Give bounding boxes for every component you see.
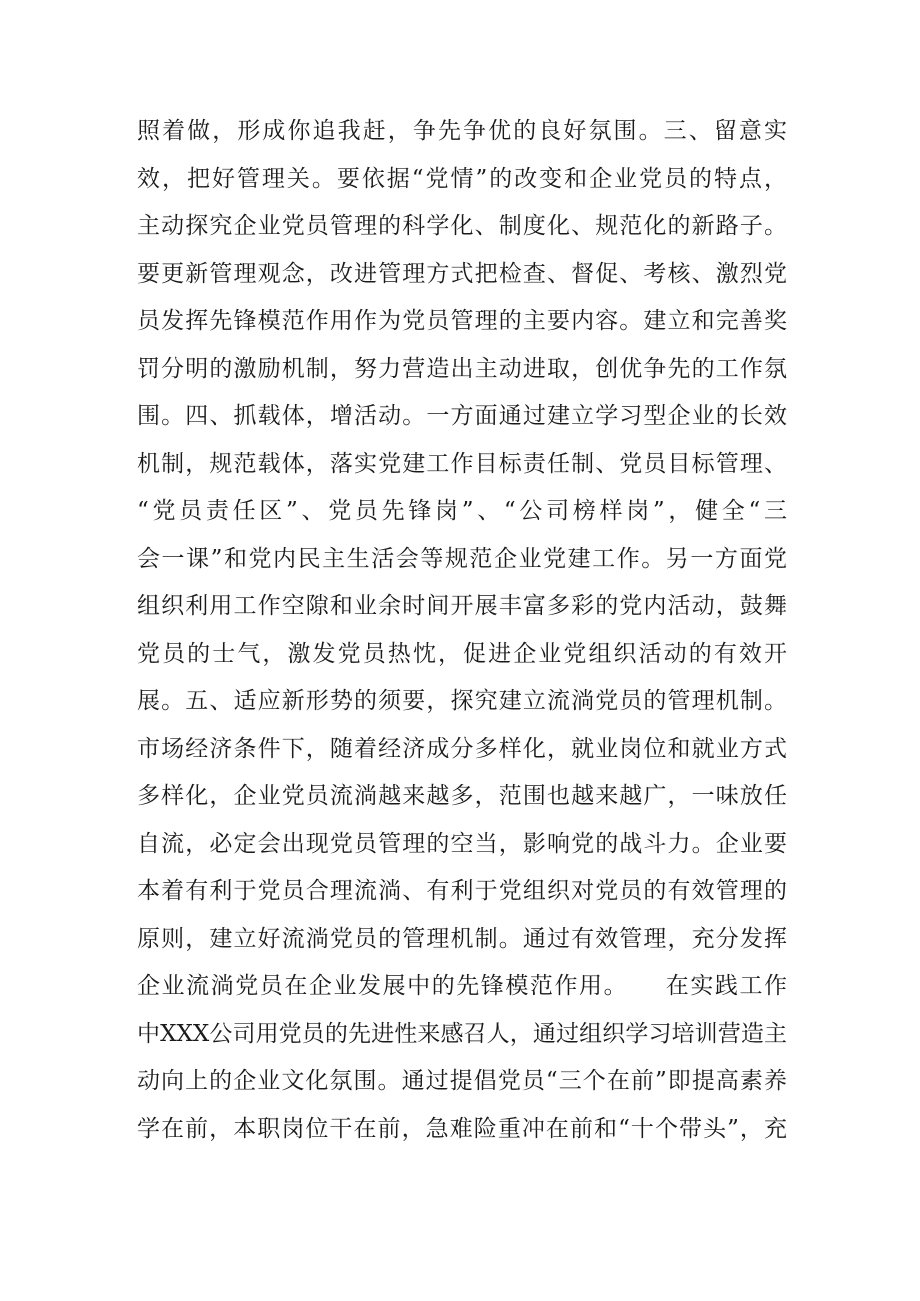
text-line-12: 党员的士气，激发党员热忱，促进企业党组织活动的有效开	[137, 640, 787, 667]
text-line-4: 要更新管理观念，改进管理方式把检查、督促、考核、激烈党	[137, 260, 787, 287]
body-text	[137, 108, 787, 1153]
text-line-1: 照着做，形成你追我赶，争先争优的良好氛围。三、留意实	[137, 118, 787, 144]
text-line-13: 展。五、适应新形势的须要，探究建立流淌党员的管理机制。	[137, 688, 787, 714]
text-line-20: 中XXX公司用党员的先进性来感召人，通过组织学习培训营造主	[137, 1020, 787, 1047]
text-line-3: 主动探究企业党员管理的科学化、制度化、规范化的新路子。	[137, 213, 787, 239]
text-line-22: 学在前，本职岗位干在前，急难险重冲在前和“十个带头”，充	[137, 1115, 787, 1142]
text-line-18: 原则，建立好流淌党员的管理机制。通过有效管理，充分发挥	[137, 925, 787, 952]
text-line-21: 动向上的企业文化氛围。通过提倡党员“三个在前”即提高素养	[137, 1068, 787, 1094]
text-line-8: 机制，规范载体，落实党建工作目标责任制、党员目标管理、	[137, 450, 787, 477]
text-line-16: 自流，必定会出现党员管理的空当，影响党的战斗力。企业要	[137, 830, 787, 857]
text-line-17: 本着有利于党员合理流淌、有利于党组织对党员的有效管理的	[137, 878, 787, 904]
text-line-14: 市场经济条件下，随着经济成分多样化，就业岗位和就业方式	[137, 735, 787, 762]
text-line-10: 会一课”和党内民主生活会等规范企业党建工作。另一方面党	[137, 545, 787, 572]
text-line-9: “党员责任区”、党员先锋岗”、“公司榜样岗”，健全“三	[137, 498, 787, 524]
text-line-19: 企业流淌党员在企业发展中的先锋模范作用。 在实践工作	[137, 973, 787, 999]
text-line-7: 围。四、抓载体，增活动。一方面通过建立学习型企业的长效	[137, 403, 787, 429]
text-line-6: 罚分明的激励机制，努力营造出主动进取，创优争先的工作氛	[137, 355, 787, 382]
text-line-15: 多样化，企业党员流淌越来越多，范围也越来越广，一味放任	[137, 783, 787, 809]
text-line-2: 效，把好管理关。要依据“党情”的改变和企业党员的特点，	[137, 165, 787, 192]
text-line-11: 组织利用工作空隙和业余时间开展丰富多彩的党内活动，鼓舞	[137, 593, 787, 619]
text-line-5: 员发挥先锋模范作用作为党员管理的主要内容。建立和完善奖	[137, 308, 787, 334]
